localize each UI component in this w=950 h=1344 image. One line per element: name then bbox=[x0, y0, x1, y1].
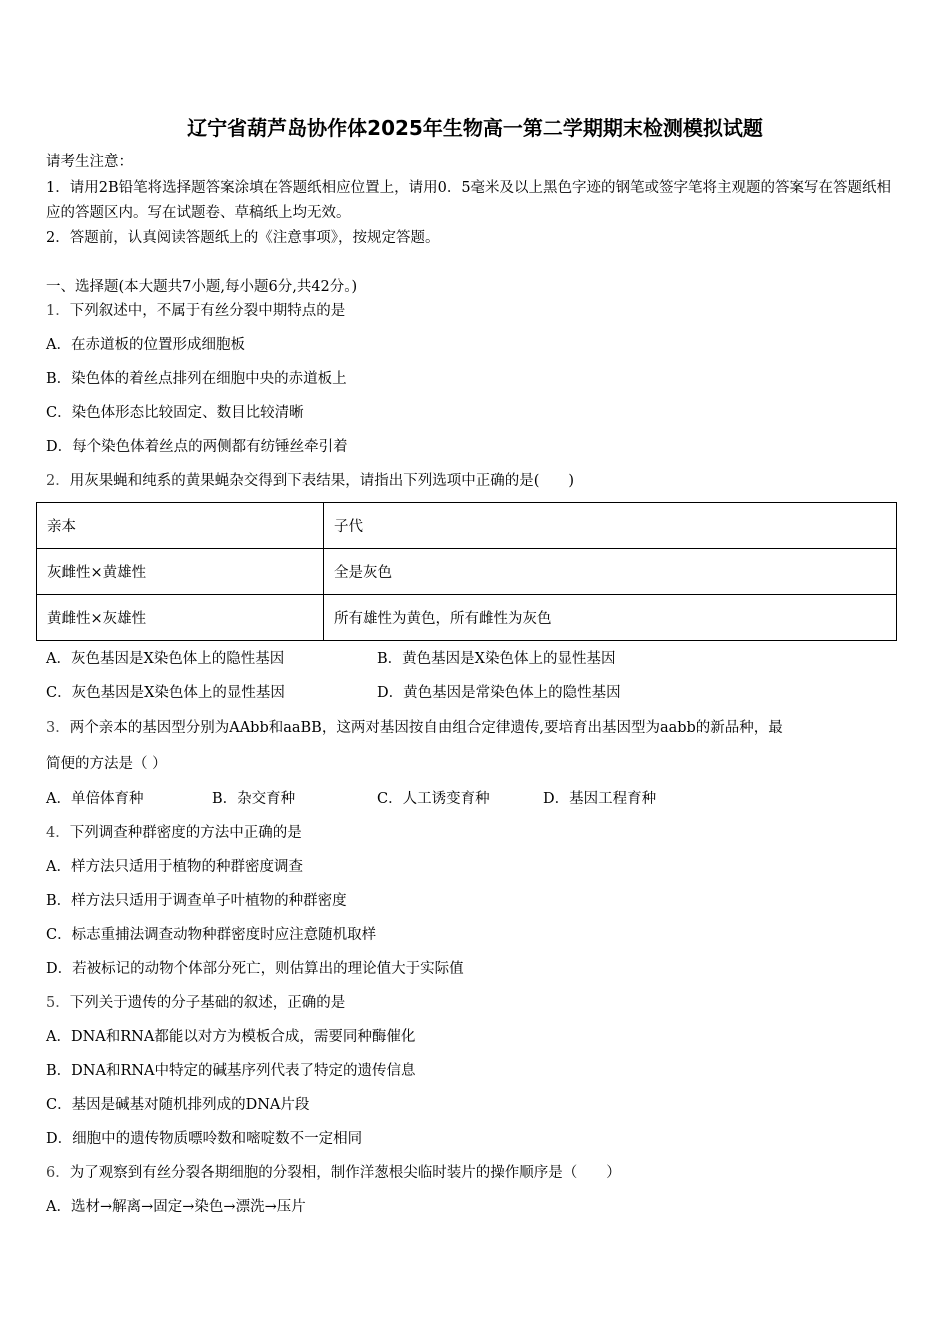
q3-option-a: A．单倍体育种 bbox=[46, 791, 144, 807]
question-number: 3． bbox=[46, 720, 70, 736]
question-stem: 下列关于遗传的分子基础的叙述，正确的是 bbox=[69, 995, 346, 1011]
q1-option-b: B．染色体的着丝点排列在细胞中央的赤道板上 bbox=[46, 371, 347, 387]
question-3 bbox=[46, 718, 783, 738]
q1-option-c: C．染色体形态比较固定、数目比较清晰 bbox=[46, 405, 304, 421]
question-number: 1． bbox=[46, 303, 70, 319]
question-stem: 用灰果蝇和纯系的黄果蝇杂交得到下表结果，请指出下列选项中正确的是( ) bbox=[69, 473, 575, 489]
page-title: 辽宁省葫芦岛协作体2025年生物高一第二学期期末检测模拟试题 bbox=[187, 116, 763, 140]
question-4 bbox=[46, 823, 302, 843]
question-stem: 为了观察到有丝分裂各期细胞的分裂相，制作洋葱根尖临时装片的操作顺序是（ ） bbox=[69, 1165, 621, 1181]
question-number: 2． bbox=[46, 473, 70, 489]
q4-option-a: A．样方法只适用于植物的种群密度调查 bbox=[46, 859, 303, 875]
q1-option-a: A．在赤道板的位置形成细胞板 bbox=[46, 337, 245, 353]
q3-option-d: D．基因工程育种 bbox=[543, 791, 657, 807]
q6-option-a: A．选材→解离→固定→染色→漂洗→压片 bbox=[46, 1199, 306, 1215]
table-cell: 所有雄性为黄色，所有雌性为灰色 bbox=[324, 595, 897, 641]
notice-heading: 请考生注意： bbox=[46, 154, 133, 170]
table-row bbox=[37, 549, 897, 595]
q5-option-b: B．DNA和RNA中特定的碱基序列代表了特定的遗传信息 bbox=[46, 1063, 416, 1079]
table-row bbox=[37, 595, 897, 641]
q4-option-b: B．样方法只适用于调查单子叶植物的种群密度 bbox=[46, 893, 347, 909]
table-cell: 全是灰色 bbox=[324, 549, 897, 595]
question-1 bbox=[46, 301, 345, 321]
question-2 bbox=[46, 471, 574, 491]
q3-option-c: C．人工诱变育种 bbox=[377, 791, 490, 807]
question-stem: 下列叙述中，不属于有丝分裂中期特点的是 bbox=[69, 303, 346, 319]
question-stem: 下列调查种群密度的方法中正确的是 bbox=[69, 825, 302, 841]
q2-option-a: A．灰色基因是X染色体上的隐性基因 bbox=[46, 651, 285, 667]
question-6 bbox=[46, 1163, 621, 1183]
table-header-row bbox=[37, 503, 897, 549]
q2-option-d: D．黄色基因是常染色体上的隐性基因 bbox=[377, 685, 621, 701]
table-header-offspring: 子代 bbox=[324, 503, 897, 549]
q4-option-d: D．若被标记的动物个体部分死亡，则估算出的理论值大于实际值 bbox=[46, 961, 464, 977]
q5-option-c: C．基因是碱基对随机排列成的DNA片段 bbox=[46, 1097, 310, 1113]
q3-option-b: B．杂交育种 bbox=[212, 791, 296, 807]
q5-option-d: D．细胞中的遗传物质嘌呤数和嘧啶数不一定相同 bbox=[46, 1131, 363, 1147]
question-3-cont: 简便的方法是（ ） bbox=[46, 756, 167, 772]
q2-option-c: C．灰色基因是X染色体上的显性基因 bbox=[46, 685, 285, 701]
table-cell: 灰雌性×黄雄性 bbox=[37, 549, 324, 595]
question-number: 5． bbox=[46, 995, 70, 1011]
section-heading: 一、选择题(本大题共7小题,每小题6分,共42分。) bbox=[46, 279, 358, 295]
notice-item-1: 1．请用2B铅笔将选择题答案涂填在答题纸相应位置上，请用0．5毫米及以上黑色字迹的钢笔或签字笔将主观题的答案写在答题纸相应的答题区内。写在试题卷、草稿纸上均无效。 bbox=[46, 180, 892, 221]
q4-option-c: C．标志重捕法调查动物种群密度时应注意随机取样 bbox=[46, 927, 377, 943]
q1-option-d: D．每个染色体着丝点的两侧都有纺锤丝牵引着 bbox=[46, 439, 348, 455]
question-5 bbox=[46, 993, 345, 1013]
q2-option-b: B．黄色基因是X染色体上的显性基因 bbox=[377, 651, 616, 667]
question-number: 6． bbox=[46, 1165, 70, 1181]
notice-item-2: 2．答题前，认真阅读答题纸上的《注意事项》，按规定答题。 bbox=[46, 230, 440, 246]
genetics-table bbox=[36, 502, 897, 641]
table-header-parent: 亲本 bbox=[37, 503, 324, 549]
question-number: 4． bbox=[46, 825, 70, 841]
question-stem: 两个亲本的基因型分别为AAbb和aaBB，这两对基因按自由组合定律遗传,要培育出基因型为aabb的新品种，最 bbox=[69, 720, 783, 736]
table-cell: 黄雌性×灰雄性 bbox=[37, 595, 324, 641]
q5-option-a: A．DNA和RNA都能以对方为模板合成，需要同种酶催化 bbox=[46, 1029, 416, 1045]
